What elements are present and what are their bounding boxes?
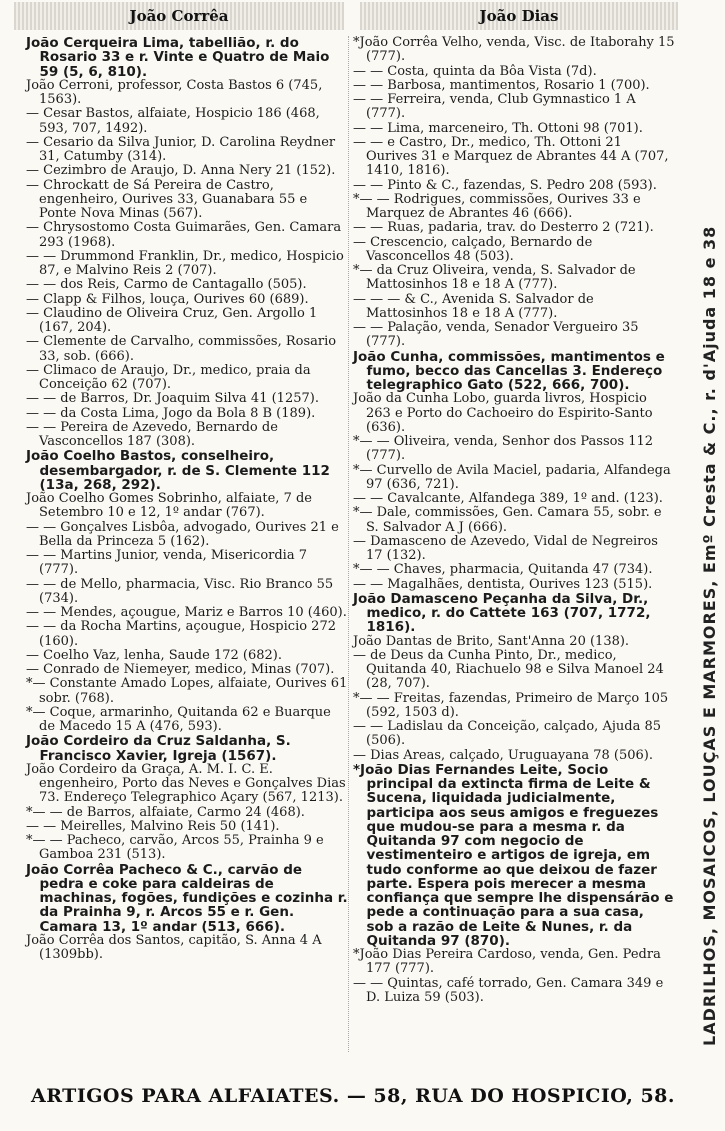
directory-entry: — — Ladislau da Conceição, calçado, Ajuda 85 (506). xyxy=(353,719,661,749)
directory-entry: — Cezimbro de Araujo, D. Anna Nery 21 (152). xyxy=(26,163,336,179)
directory-entry: *— — Rodrigues, commissões, Ourives 33 e Marquez de Abrantes 46 (666). xyxy=(353,191,641,221)
directory-entry: — — de Barros, Dr. Joaquim Silva 41 (1257). xyxy=(26,391,319,407)
directory-entry: *— — Pacheco, carvão, Arcos 55, Prainha 9 e Gamboa 231 (513). xyxy=(26,833,324,863)
directory-entry: — Claudino de Oliveira Cruz, Gen. Argollo 1 (167, 204). xyxy=(26,305,318,335)
directory-entry: — — dos Reis, Carmo de Cantagallo (505). xyxy=(26,277,307,293)
footer-advertisement: ARTIGOS PARA ALFAIATES. — 58, RUA DO HOSPICIO, 58. xyxy=(30,1085,676,1107)
running-head-right: João Dias xyxy=(360,2,678,30)
directory-entry: *João Dias Fernandes Leite, Socio principal da extincta firma de Leite & Sucena, liquidada judicialmente, participa aos seus amigos e freguezes que mudou-se para a mesma r. da Quitanda 97 com negocio de vestimenteiro e artigos de igreja, em tudo conforme ao que deixou de fazer parte. Espera pois merecer a mesma confiança que sempre lhe dispensárão e pede a continuação para a sua casa, sob a razão de Leite & Nunes, r. da Quitanda 97 (870). xyxy=(353,761,674,949)
directory-entry: João da Cunha Lobo, guarda livros, Hospicio 263 e Porto do Cachoeiro do Espirito-Santo (636). xyxy=(353,391,653,435)
directory-entry: João Coelho Bastos, conselheiro, desembargador, r. de S. Clemente 112 (13a, 268, 292). xyxy=(26,448,330,493)
directory-entry: João Cordeiro da Cruz Saldanha, S. Francisco Xavier, Igreja (1567). xyxy=(26,733,291,764)
directory-entry: João Cerqueira Lima, tabellião, r. do Rosario 33 e r. Vinte e Quatro de Maio 59 (5, 6, 810). xyxy=(26,35,330,80)
directory-entry: — Chrysostomo Costa Guimarães, Gen. Camara 293 (1968). xyxy=(26,220,342,250)
directory-entry: — — Ruas, padaria, trav. do Desterro 2 (721). xyxy=(353,220,654,236)
directory-entry: *— da Cruz Oliveira, venda, S. Salvador de Mattosinhos 18 e 18 A (777). xyxy=(353,263,636,293)
directory-entry: — — e Castro, Dr., medico, Th. Ottoni 21 Ourives 31 e Marquez de Abrantes 44 A (707, 1410, 1816). xyxy=(353,134,669,179)
directory-entry: João Dantas de Brito, Sant'Anna 20 (138). xyxy=(353,633,630,649)
directory-entry: — — Gonçalves Lisbôa, advogado, Ourives 21 e Bella da Princeza 5 (162). xyxy=(26,519,339,549)
directory-entry: *— — Oliveira, venda, Senhor dos Passos 112 (777). xyxy=(353,434,654,464)
directory-entry: João Cerroni, professor, Costa Bastos 6 (745, 1563). xyxy=(26,77,323,107)
directory-entry: João Cordeiro da Graça, A. M. I. C. E. engenheiro, Porto das Neves e Gonçalves Dias 73. Endereço Telegraphico Açary (567, 1213). xyxy=(26,761,346,806)
right-column xyxy=(353,36,675,1005)
column-divider xyxy=(348,36,350,1052)
directory-entry: *João Dias Pereira Cardoso, venda, Gen. Pedra 177 (777). xyxy=(353,947,661,977)
directory-entry: *— Coque, armarinho, Quitanda 62 e Buarque de Macedo 15 A (476, 593). xyxy=(26,704,331,734)
directory-entry: — — Mendes, açougue, Mariz e Barros 10 (460). xyxy=(26,605,347,620)
directory-entry: — Chrockatt de Sá Pereira de Castro, engenheiro, Ourives 33, Guanabara 55 e Ponte Nova Minas (567). xyxy=(26,177,308,221)
directory-entry: — — Barbosa, mantimentos, Rosario 1 (700). xyxy=(353,77,650,93)
directory-entry: *— Constante Amado Lopes, alfaiate, Ourives 61 sobr. (768). xyxy=(26,676,348,706)
side-banner-text: LADRILHOS, MOSAICOS, LOUÇAS E MARMORES, Emº Cresta & C., r. d'Ajuda 18 e 38 xyxy=(700,225,719,1046)
directory-entry: — — Pinto & C., fazendas, S. Pedro 208 (593). xyxy=(353,177,657,193)
directory-entry: *— Dale, commissões, Gen. Camara 55, sobr. e S. Salvador A J (666). xyxy=(353,505,662,535)
directory-entry: — — Quintas, café torrado, Gen. Camara 349 e D. Luiza 59 (503). xyxy=(353,975,664,1005)
directory-entry: — — Palação, venda, Senador Vergueiro 35 (777). xyxy=(353,320,639,350)
directory-entry: — — da Costa Lima, Jogo da Bola 8 B (189). xyxy=(26,405,316,421)
directory-entry: — Crescencio, calçado, Bernardo de Vasconcellos 48 (503). xyxy=(353,234,593,264)
directory-entry: João Corrêa Pacheco & C., carvão de pedra e coke para caldeiras de machinas, fogões, fundições e cozinha r. da Prainha 9, r. Arcos 55 e r. Gen. Camara 13, 1º andar (513, 666). xyxy=(26,861,348,935)
directory-entry: *João Corrêa Velho, venda, Visc. de Itaborahy 15 (777). xyxy=(353,35,675,65)
directory-entry: *— — de Barros, alfaiate, Carmo 24 (468). xyxy=(26,804,305,820)
directory-entry: — — Costa, quinta da Bôa Vista (7d). xyxy=(353,63,597,79)
running-head-left: João Corrêa xyxy=(14,2,344,30)
directory-entry: *— — Freitas, fazendas, Primeiro de Março 105 (592, 1503 d). xyxy=(353,690,669,720)
directory-entry: — Dias Areas, calçado, Uruguayana 78 (506). xyxy=(353,747,653,763)
directory-entry: — — Cavalcante, Alfandega 389, 1º and. (123). xyxy=(353,491,663,506)
directory-entry: — — — & C., Avenida S. Salvador de Mattosinhos 18 e 18 A (777). xyxy=(353,291,594,321)
directory-entry: — — Lima, marceneiro, Th. Ottoni 98 (701). xyxy=(353,120,643,136)
directory-entry: — — da Rocha Martins, açougue, Hospicio 272 (160). xyxy=(26,619,336,649)
directory-entry: — Conrado de Niemeyer, medico, Minas (707). xyxy=(26,662,335,677)
directory-entry: *— — Chaves, pharmacia, Quitanda 47 (734). xyxy=(353,562,653,578)
directory-entry: — Clemente de Carvalho, commissões, Rosario 33, sob. (666). xyxy=(26,334,337,364)
directory-entry: — — Meirelles, Malvino Reis 50 (141). xyxy=(26,818,280,834)
directory-entry: — Cesar Bastos, alfaiate, Hospicio 186 (468, 593, 707, 1492). xyxy=(26,106,320,136)
left-column xyxy=(26,36,348,962)
directory-entry: João Cunha, commissões, mantimentos e fumo, becco das Cancellas 3. Endereço telegraphico Gato (522, 666, 700). xyxy=(353,348,665,393)
directory-entry: — Climaco de Araujo, Dr., medico, praia da Conceição 62 (707). xyxy=(26,362,311,392)
directory-entry: — Clapp & Filhos, louça, Ourives 60 (689). xyxy=(26,291,309,307)
directory-entry: — — Martins Junior, venda, Misericordia 7 (777). xyxy=(26,548,307,578)
directory-entry: *— Curvello de Avila Maciel, padaria, Alfandega 97 (636, 721). xyxy=(353,462,671,492)
directory-entry: João Coelho Gomes Sobrinho, alfaiate, 7 de Setembro 10 e 12, 1º andar (767). xyxy=(26,491,312,521)
directory-entry: João Damasceno Peçanha da Silva, Dr., medico, r. do Cattete 163 (707, 1772, 1816). xyxy=(353,590,651,636)
directory-entry: — Damasceno de Azevedo, Vidal de Negreiros 17 (132). xyxy=(353,533,658,563)
side-advertisement-banner xyxy=(695,36,725,1052)
directory-entry: — — de Mello, pharmacia, Visc. Rio Branco 55 (734). xyxy=(26,576,334,606)
directory-entry: — Cesario da Silva Junior, D. Carolina Reydner 31, Catumby (314). xyxy=(26,134,336,164)
directory-entry: — — Ferreira, venda, Club Gymnastico 1 A (777). xyxy=(353,92,636,122)
directory-entry: João Corrêa dos Santos, capitão, S. Anna 4 A (1309bb). xyxy=(26,932,322,962)
directory-entry: — — Drummond Franklin, Dr., medico, Hospicio 87, e Malvino Reis 2 (707). xyxy=(26,248,344,278)
directory-entry: — — Magalhães, dentista, Ourives 123 (515). xyxy=(353,576,653,592)
directory-entry: — Coelho Vaz, lenha, Saude 172 (682). xyxy=(26,647,282,663)
directory-entry: — de Deus da Cunha Pinto, Dr., medico, Quitanda 40, Riachuelo 98 e Silva Manoel 24 (28, 707). xyxy=(353,647,664,692)
directory-entry: — — Pereira de Azevedo, Bernardo de Vasconcellos 187 (308). xyxy=(26,419,278,449)
